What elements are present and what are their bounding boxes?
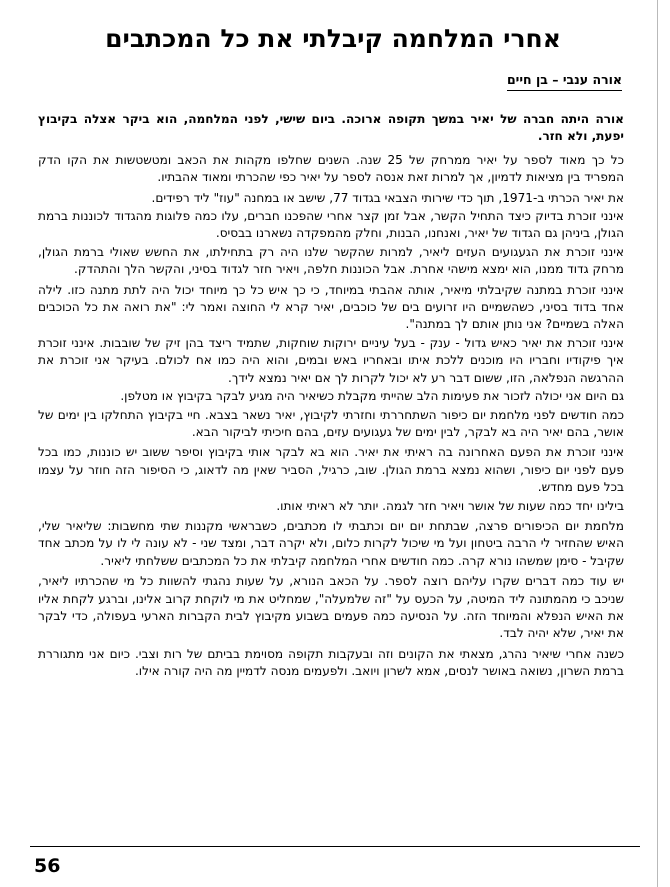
author-byline: אורה ענבי – בן חיים	[507, 72, 622, 91]
page-title: אחרי המלחמה קיבלתי את כל המכתבים	[105, 24, 561, 53]
paragraph-lead: אורה היתה חברה של יאיר במשך תקופה ארוכה. ביום שישי, לפני המלחמה, הוא ביקר אצלה בקיבוץ יפעת, ולא חזר.	[38, 112, 624, 144]
page-edge-rule	[657, 0, 658, 887]
page-number: 56	[34, 855, 61, 877]
footer-divider	[30, 846, 640, 847]
paragraph: אינני זוכרת את יאיר כאיש גדול - ענק - בעל עיניים ירוקות שוחקות, שתמיד ריצד בהן זיק של שובבות. אינני זוכרת איך פיקודיו וחבריו היו מוכנים ללכת איתו ובאחריו באש ובמים, והוא היה כמו אח לכולם. בעיקר אני זוכרת את ההרגשה הנפלאה, הזו, ששום דבר רע לא יכול לקרות לך אם יאיר נמצא לידך.	[38, 335, 624, 385]
paragraph: אינני זוכרת את הגעגועים העזים ליאיר, למרות שהקשר שלנו היה רק בתחילתו, את החשש שאולי ברמת הגולן, מרחק גדוד ממנו, הוא ימצא מישהי אחרת. אבל הכוננות חלפה, ויאיר חזר לגדוד בסיני, והקשר הלך והתהדק.	[38, 244, 624, 277]
paragraph: אינני זוכרת במתנה שקיבלתי מיאיר, אותה אהבתי במיוחד, כי כך איש כל כך מיוחד יכול היה לתת מתנה כזו. לילה אחד בדוד בסיני, כשהשמיים היו זרועים בים של כוכבים, יאיר קרא לי החוצה ואמר לי: "את רואה את כל הכוכבים האלה בשמיים? אני נותן אותם לך במתנה".	[38, 282, 624, 332]
paragraph: אינני זוכרת את הפעם האחרונה בה ראיתי את יאיר. הוא בא לבקר אותי בקיבוץ וסיפר ששוב יש כוננות, כמו בכל פעם לפני יום כיפור, ושהוא נמצא ברמת הגולן. שוב, כרגיל, הסביר שאין מה לדאוג, כי הסיפור הזה חוזר על עצמו בכל פעם מחדש.	[38, 445, 624, 495]
paragraph: את יאיר הכרתי ב-1971, תוך כדי שירותי הצבאי בגדוד 77, שישב או במחנה "עוז" ליד רפידים.	[151, 190, 624, 205]
paragraph: כשנה אחרי שיאיר נהרג, מצאתי את הקונים וזה ובעקבות תקופה מסוימת בביתם של רות וצבי. כיום אני מתגוררת ברמת השרון, נשואה באושר לנסים, אמא לשרון ויואב. ולפעמים מנסה לדמיין מה היה קורה אילו.	[38, 646, 624, 679]
article-body	[30, 111, 636, 681]
paragraph: כמה חודשים לפני מלחמת יום כיפור השתחררתי וחזרתי לקיבוץ, יאיר נשאר בצבא. חיי בקיבוץ התחלקו בין ימים של אושר, בהם יאיר היה בא לבקר, לבין ימים של געגועים עזים, בהם חיכיתי לביקור הבא.	[38, 407, 624, 439]
paragraph: יש עוד כמה דברים שקרו עליהם רוצה לספר. על הכאב הנורא, על שעות נהגתי להשוות כל מי שהכרתיו ליאיר, שניכב כי מהמתונה ליד המיטה, על הכעס על "זה שלמעלה", שמחליט את מי לוקחת קרוב אלינו, וברגע לקחת אליו את האיש הנפלא והמיוחד הזה. על הנסיעה כמה פעמים בשבוע מקיבוץ לבית הקברות הארעי בעפולה, כדי לבקר את יאיר, שלא יהיה לבד.	[38, 574, 624, 641]
paragraph: כל כך מאוד לספר על יאיר ממרחק של 25 שנה. השנים שחלפו מקהות את הכאב ומטשטשות את הקו הדק המפריד בין מציאות לדמיון, אך למרות זאת אנסה לספר על יאיר כפי שהכרתי ומאוד אהבתיו.	[38, 152, 625, 185]
paragraph: גם היום אני יכולה לזכור את פעימות הלב שהייתי מקבלת כשיאיר היה מגיע לבקר בקיבוץ או מטלפן.	[120, 389, 624, 404]
paragraph: אינני זוכרת בדיוק כיצד התחיל הקשר, אבל זמן קצר אחרי שהפכנו חברים, עלו כמה פלוגות מהגדוד לכוננות ברמת הגולן, ביניהן גם הגדוד של יאיר, ואנחנו, הבנות, וחלק מהמפקדה נשארנו בבסיס.	[38, 209, 624, 241]
paragraph: בילינו יחד כמה שעות של אושר ויאיר חזר לגמה. יותר לא ראיתי אותו.	[276, 498, 624, 513]
paragraph: מלחמת יום הכיפורים פרצה, שבתחת יום יום וכתבתי לו מכתבים, כשבראשי מקננות שתי מחשבות: שליאיר שלי, האיש שהחזיר לי הרבה ביטחון ועל מי שיכול לקרות כלום, ולא יקרה דבר, ומצד שני - לא עונה לי לו על מכתב אחד שקיבל - סימן שמשהו נורא קרה. כמה חודשים אחרי המלחמה קיבלתי את כל המכתבים ששלחתי ליאיר.	[38, 518, 624, 568]
byline-container	[30, 71, 622, 91]
